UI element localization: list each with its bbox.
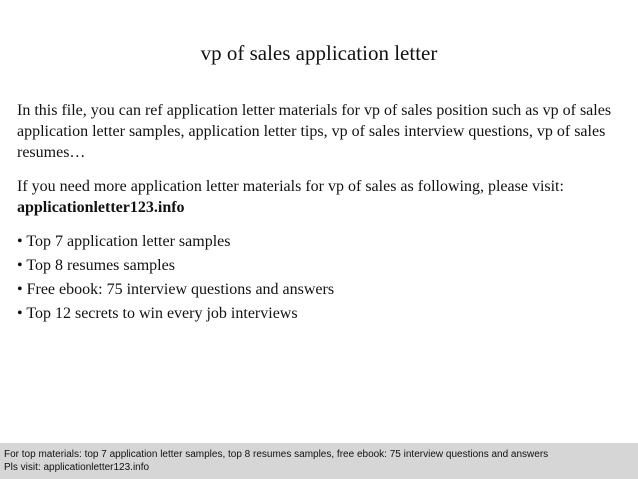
list-item: • Top 8 resumes samples — [17, 257, 175, 274]
more-info-paragraph — [17, 176, 629, 218]
materials-list — [17, 231, 629, 324]
footer-line-materials: For top materials: top 7 application letter samples, top 8 resumes samples, free ebook: 75 interview questions and answers — [4, 449, 549, 460]
footer-line-visit: Pls visit: applicationletter123.info — [4, 462, 150, 473]
footer-banner — [0, 443, 638, 479]
slide-body — [17, 100, 629, 327]
list-item: • Top 7 application letter samples — [17, 233, 231, 250]
list-item: • Top 12 secrets to win every job interviews — [17, 305, 298, 322]
intro-paragraph: In this file, you can ref application letter materials for vp of sales position such as vp of sales application letter samples, application letter tips, vp of sales interview questions, vp of sales resumes… — [17, 102, 612, 161]
list-item: • Free ebook: 75 interview questions and answers — [17, 281, 335, 298]
more-info-text: If you need more application letter materials for vp of sales as following, please visit: — [17, 178, 564, 195]
page-title: vp of sales application letter — [200, 41, 438, 65]
site-link[interactable]: applicationletter123.info — [17, 199, 185, 216]
